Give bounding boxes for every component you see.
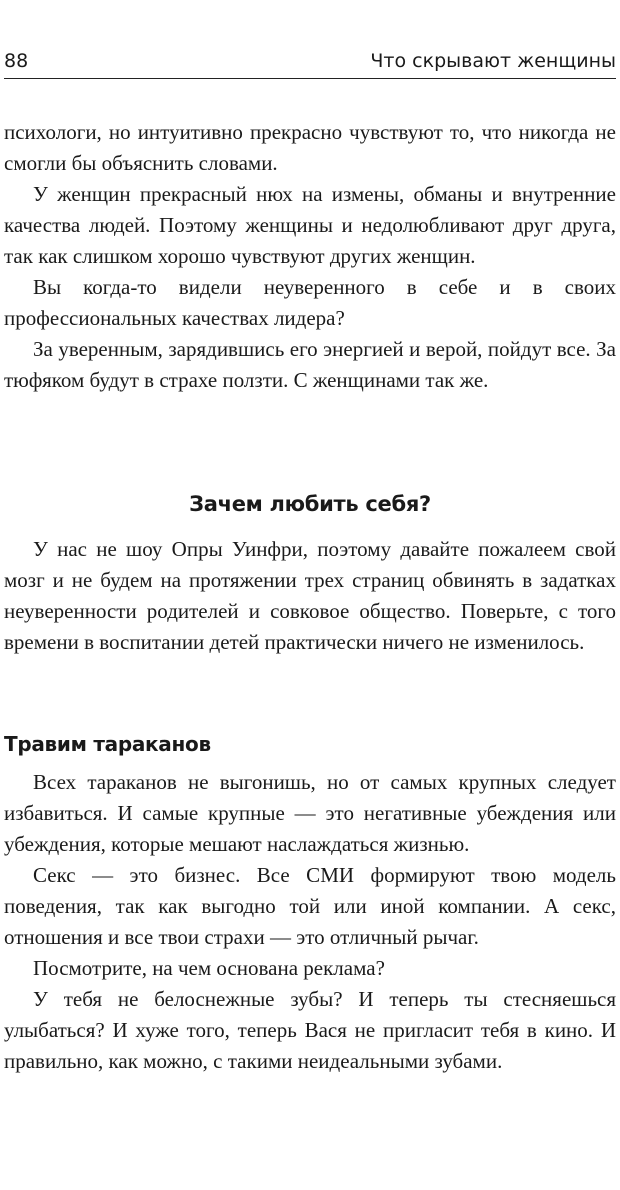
paragraph: За уверенным, зарядившись его энергией и верой, пойдут все. За тюфяком будут в страхе ползти. С женщинами так же. [4,337,616,392]
text-block-section [4,534,616,658]
text-block-subsection [4,767,616,1077]
section-heading: Зачем любить себя? [189,492,431,516]
paragraph: Всех тараканов не выгонишь, но от самых крупных следует избавиться. И самые крупные — это негативные убеждения или убеждения, которые мешают наслаждаться жизнью. [4,770,616,856]
paragraph: Секс — это бизнес. Все СМИ формируют твою модель поведения, так как выгодно той или иной компании. А секс, отношения и все твои страхи — это отличный рычаг. [4,863,616,949]
paragraph: У тебя не белоснежные зубы? И теперь ты стесняешься улыбаться? И хуже того, теперь Вася не пригласит тебя в кино. И правильно, как можно, с такими неидеальными зубами. [4,987,616,1073]
running-title: Что скрывают женщины [370,50,616,72]
paragraph: Вы когда-то видели неуверенного в себе и в своих профессиональных качествах лидера? [4,275,616,330]
subsection-heading: Травим тараканов [4,732,211,756]
page-number: 88 [4,50,29,72]
paragraph: У женщин прекрасный нюх на измены, обманы и внутренние качества людей. Поэтому женщины и недолюбливают друг друга, так как слишком хорошо чувствуют других женщин. [4,182,616,268]
paragraph: Посмотрите, на чем основана реклама? [33,956,385,980]
paragraph: психологи, но интуитивно прекрасно чувствуют то, что никогда не смогли бы объяснить словами. [4,120,616,175]
text-block-intro [4,117,616,396]
running-header [4,44,616,79]
paragraph: У нас не шоу Опры Уинфри, поэтому давайте пожалеем свой мозг и не будем на протяжении трех страниц обвинять в задатках неуверенности родителей и совковое общество. Поверьте, с того времени в воспитании детей практически ничего не изменилось. [4,537,616,654]
